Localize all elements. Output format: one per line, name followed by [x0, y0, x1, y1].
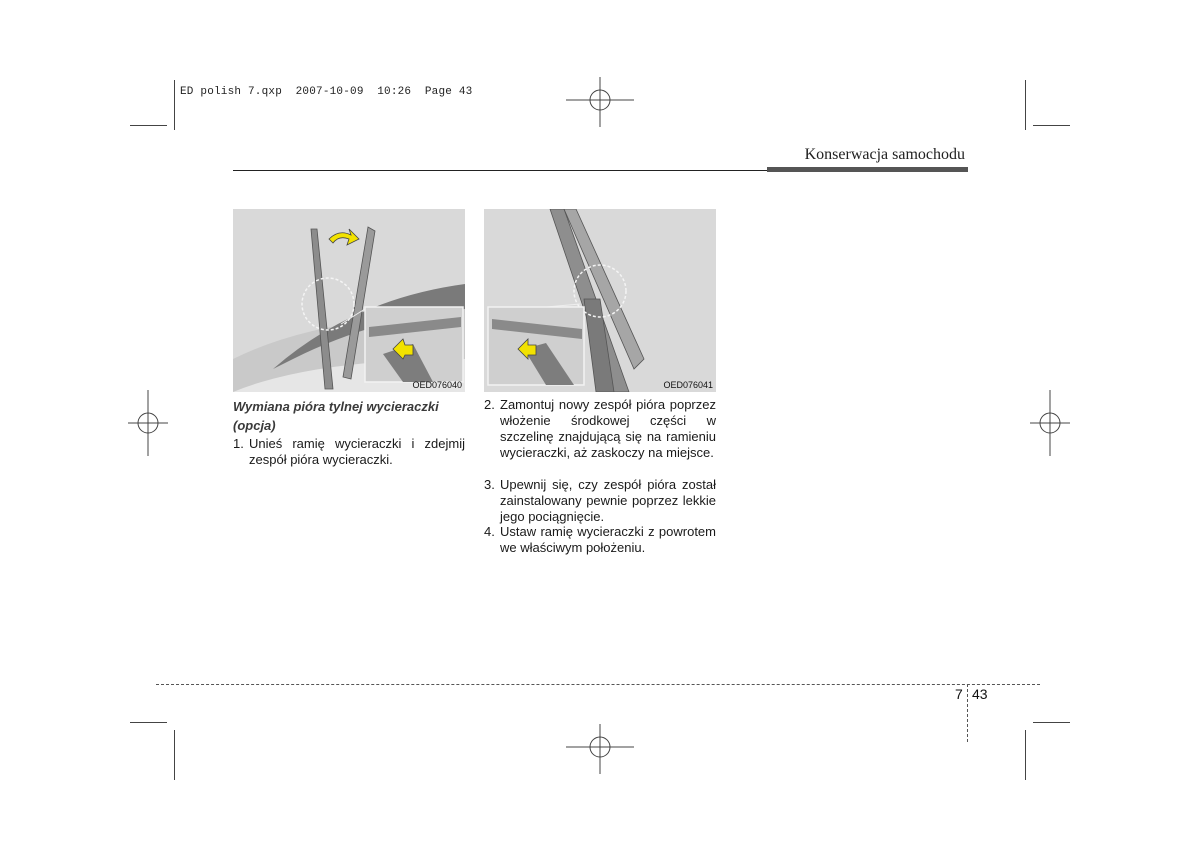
figure-code: OED076041: [663, 380, 713, 390]
footer-rule: [156, 684, 1040, 685]
print-slug: ED polish 7.qxp 2007-10-09 10:26 Page 43: [180, 86, 473, 98]
chapter-number: 7: [955, 686, 963, 702]
wiper-removal-illustration: [233, 209, 465, 392]
step-number: 4.: [484, 524, 495, 539]
step-text: Upewnij się, czy zespół pióra został zainstalowany pewnie poprzez lekkie jego pociągnięcie.: [500, 477, 716, 524]
chapter-title: Konserwacja samochodu: [804, 146, 965, 163]
step-text: Unieś ramię wycieraczki i zdejmij zespół pióra wycieraczki.: [249, 436, 465, 467]
registration-mark-top: [560, 75, 640, 131]
list-item: [484, 477, 716, 525]
figure-wiper-removal: [233, 209, 465, 392]
section-title: Wymiana pióra tylnej wycieraczki (opcja): [233, 399, 439, 433]
list-item: [484, 397, 716, 461]
list-item: [233, 436, 465, 468]
step-text: Zamontuj nowy zespół pióra poprzez włożenie środkowej części w szczelinę znajdującą się na ramieniu wycieraczki, aż zaskoczy na miejsce.: [500, 397, 716, 460]
page-number: 43: [972, 686, 988, 702]
list-item: [484, 524, 716, 556]
wiper-install-illustration: [484, 209, 716, 392]
registration-mark-right: [1028, 388, 1072, 458]
header-rule: [233, 170, 767, 171]
registration-mark-bottom: [560, 722, 640, 778]
figure-code: OED076040: [412, 380, 462, 390]
step-text: Ustaw ramię wycieraczki z powrotem we właściwym położeniu.: [500, 524, 716, 555]
step-number: 1.: [233, 436, 244, 451]
header-rule-accent: [767, 167, 968, 172]
registration-mark-left: [126, 388, 170, 458]
step-number: 3.: [484, 477, 495, 492]
step-number: 2.: [484, 397, 495, 412]
footer-divider: [967, 684, 968, 742]
figure-wiper-install: [484, 209, 716, 392]
